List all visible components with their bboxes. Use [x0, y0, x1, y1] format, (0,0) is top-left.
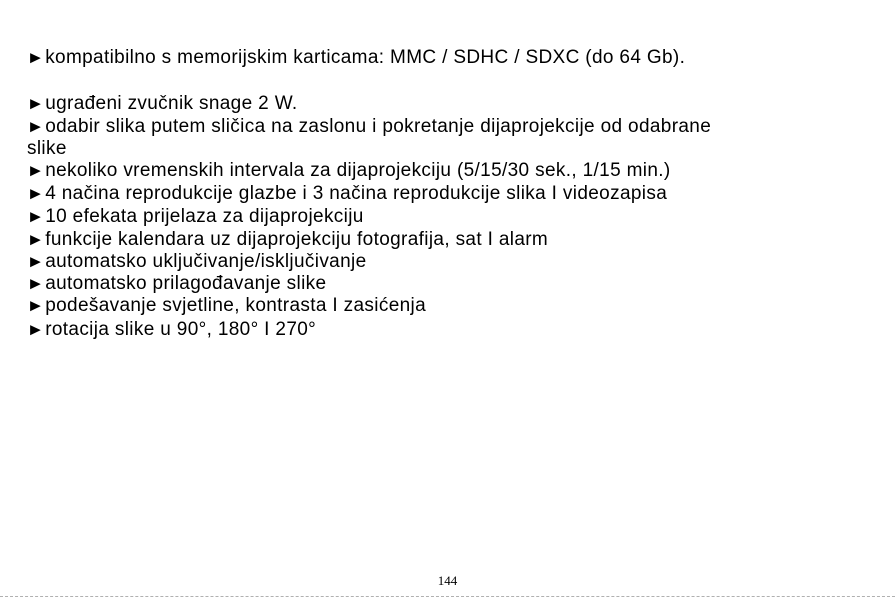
- bullet-icon: ►: [26, 207, 45, 226]
- bullet-icon: ►: [26, 161, 45, 180]
- feature-line: [27, 46, 685, 69]
- page-number: 144: [437, 573, 458, 588]
- feature-text: odabir slika putem sličica na zaslonu i pokretanje dijaprojekcije od odabrane: [45, 116, 712, 137]
- feature-line: [27, 250, 367, 273]
- page-bottom-edge: [0, 596, 895, 597]
- feature-text: rotacija slike u 90°, 180° I 270°: [45, 319, 317, 340]
- feature-line-continuation: [27, 137, 67, 160]
- bullet-icon: ►: [26, 252, 45, 271]
- bullet-icon: ►: [26, 320, 45, 339]
- bullet-icon: ►: [26, 230, 45, 249]
- feature-text: automatsko uključivanje/isključivanje: [45, 251, 367, 272]
- bullet-icon: ►: [26, 48, 45, 67]
- feature-line: [27, 115, 711, 138]
- feature-line: [27, 294, 426, 317]
- feature-text: ugrađeni zvučnik snage 2 W.: [45, 93, 298, 114]
- feature-line: [27, 182, 667, 205]
- feature-text: 4 načina reprodukcije glazbe i 3 načina reprodukcije slika I videozapisa: [45, 183, 668, 204]
- feature-line: [27, 272, 326, 295]
- bullet-icon: ►: [26, 117, 45, 136]
- bullet-icon: ►: [26, 94, 45, 113]
- feature-text: podešavanje svjetline, kontrasta I zasićenja: [45, 295, 427, 316]
- feature-line: [27, 205, 364, 228]
- feature-text: automatsko prilagođavanje slike: [45, 273, 327, 294]
- feature-line: [27, 92, 298, 115]
- feature-line: [27, 318, 316, 341]
- feature-text: funkcije kalendara uz dijaprojekciju fotografija, sat I alarm: [45, 229, 549, 250]
- feature-line: [27, 159, 671, 182]
- feature-line: [27, 228, 548, 251]
- feature-text: kompatibilno s memorijskim karticama: MMC / SDHC / SDXC (do 64 Gb).: [45, 47, 686, 68]
- bullet-icon: ►: [26, 184, 45, 203]
- bullet-icon: ►: [26, 296, 45, 315]
- feature-text: nekoliko vremenskih intervala za dijaprojekciju (5/15/30 sek., 1/15 min.): [45, 160, 671, 181]
- feature-text: 10 efekata prijelaza za dijaprojekciju: [45, 206, 364, 227]
- bullet-icon: ►: [26, 274, 45, 293]
- feature-text: slike: [27, 138, 67, 159]
